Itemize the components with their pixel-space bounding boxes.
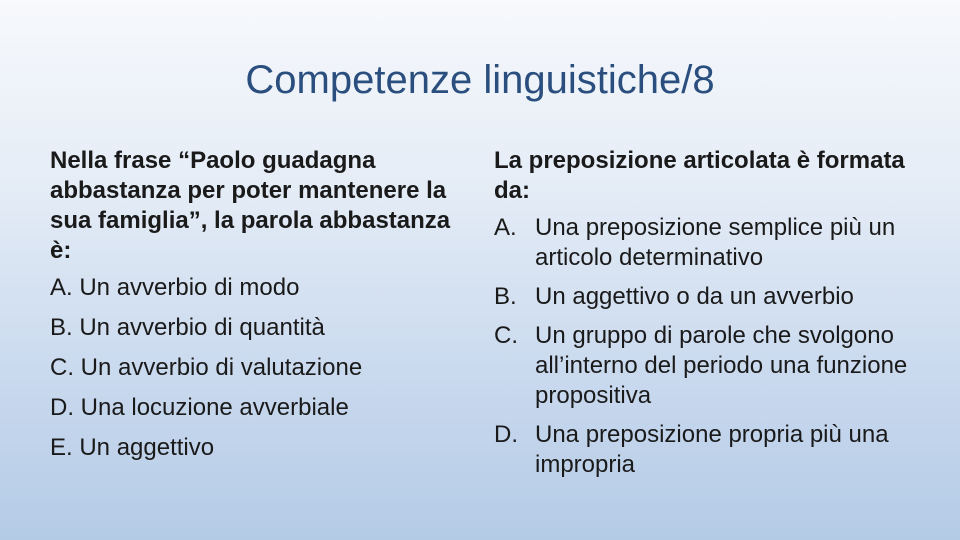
- right-option-d-text: Una preposizione propria più una impropria: [535, 421, 889, 478]
- slide-title: Competenze linguistiche/8: [245, 58, 715, 102]
- left-option-c: C. Un avverbio di valutazione: [50, 354, 363, 381]
- left-option-b: B. Un avverbio di quantità: [50, 314, 325, 341]
- right-option-b: [494, 282, 924, 312]
- right-option-a-text: Una preposizione semplice più un articolo determinativo: [535, 214, 896, 271]
- right-option-c: [494, 321, 924, 411]
- left-option-e: E. Un aggettivo: [50, 434, 215, 461]
- right-question-text: La preposizione articolata è formata da:: [494, 147, 905, 204]
- right-option-c-letter: C.: [494, 322, 518, 349]
- right-option-c-text: Un gruppo di parole che svolgono all’interno del periodo una funzione propositiva: [535, 322, 908, 409]
- right-question-block: [494, 146, 924, 489]
- left-option-a: A. Un avverbio di modo: [50, 274, 300, 301]
- right-option-a-letter: A.: [494, 214, 517, 241]
- right-option-d: [494, 420, 924, 480]
- left-option-d: D. Una locuzione avverbiale: [50, 394, 349, 421]
- left-question-block: [50, 146, 460, 473]
- right-option-b-text: Un aggettivo o da un avverbio: [535, 283, 854, 310]
- left-question-text: Nella frase “Paolo guadagna abbastanza per poter mantenere la sua famiglia”, la parola abbastanza è:: [50, 147, 451, 264]
- right-option-a: [494, 213, 924, 273]
- right-option-b-letter: B.: [494, 283, 517, 310]
- right-option-d-letter: D.: [494, 421, 518, 448]
